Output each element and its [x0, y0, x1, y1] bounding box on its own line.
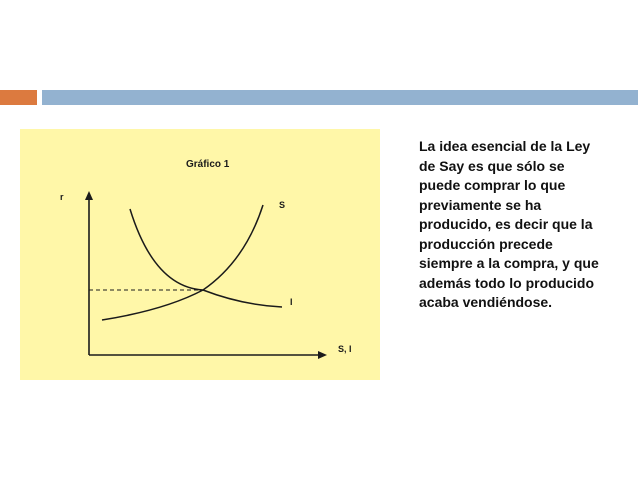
figure-svg: [20, 129, 380, 380]
curve-i-label: I: [290, 297, 293, 307]
y-axis-label: r: [60, 192, 64, 202]
accent-bar-blue: [42, 90, 638, 105]
say-law-figure: [20, 129, 380, 380]
accent-bar-orange: [0, 90, 37, 105]
figure-title: Gráfico 1: [186, 159, 230, 170]
x-axis-label: S, I: [338, 344, 352, 354]
caption-text: La idea esencial de la Ley de Say es que sólo se puede comprar lo que previamente se ha producido, es decir que la producción precede siempre a la compra, y que además todo lo producido acaba vendiéndose.: [419, 138, 599, 310]
curve-s-label: S: [279, 200, 286, 210]
